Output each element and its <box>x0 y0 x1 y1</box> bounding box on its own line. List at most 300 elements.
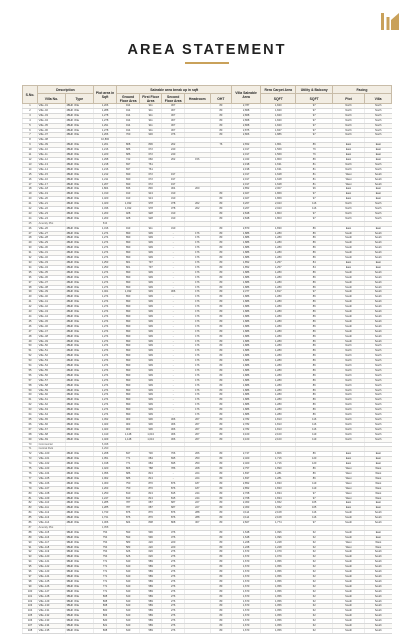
cell-villa-no: Villa -35 <box>38 270 66 275</box>
cell-oht: 80 <box>210 354 231 359</box>
cell-ground-floor: 890 <box>117 403 140 408</box>
cell-plot-area: 1,056 <box>93 471 117 476</box>
cell-first-floor: 761 <box>139 162 162 167</box>
cell-type: 4BHK Villa <box>65 457 93 462</box>
cell-facing-villa: South <box>365 589 392 594</box>
cell-type: 4BHK Villa <box>65 516 93 521</box>
cell-sno: 83 <box>23 506 38 511</box>
cell-rera-carpet: 1,056 <box>261 594 296 599</box>
cell-facing-villa: East <box>365 535 392 540</box>
cell-rera-carpet: 2,108 <box>261 516 296 521</box>
cell-villa-no: Villa -105 <box>38 476 66 481</box>
cell-rera-carpet: 1,096 <box>261 530 296 535</box>
cell-ground-floor: 760 <box>117 133 140 138</box>
cell-facing-villa: South <box>365 280 392 285</box>
cell-sno: 16 <box>23 177 38 182</box>
cell-ground-floor: 913 <box>117 197 140 202</box>
cell-sno: 102 <box>23 599 38 604</box>
cell-ground-floor: 890 <box>117 339 140 344</box>
cell-headroom: 288 <box>184 511 210 516</box>
cell-sno: 55 <box>23 368 38 373</box>
cell-plot-area: 771 <box>93 570 117 575</box>
cell-headroom: 176 <box>184 329 210 334</box>
cell-type: 4BHK Villa <box>65 123 93 128</box>
cell-ground-floor: 697 <box>117 167 140 172</box>
cell-headroom: 250 <box>184 462 210 467</box>
cell-villa-saleable: 2,768 <box>232 491 261 496</box>
cell-facing-villa: North <box>365 398 392 403</box>
cell-plot-area: 10,800 <box>93 138 117 143</box>
cell-sno: 51 <box>23 349 38 354</box>
cell-facing-plot: North <box>332 359 364 364</box>
cell-plot-area: 1,263 <box>93 486 117 491</box>
cell-villa-no: Villa -58 <box>38 383 66 388</box>
cell-facing-plot: East <box>332 501 364 506</box>
cell-type: 4BHK Villa <box>65 521 93 526</box>
cell-second-floor: 876 <box>162 486 185 491</box>
cell-facing-villa: South <box>365 619 392 624</box>
cell-type: 4BHK Villa <box>65 481 93 486</box>
cell-plot-area: 1,216 <box>93 167 117 172</box>
cell-villa-no: Villa -20 <box>38 197 66 202</box>
cell-ground-floor: 690 <box>117 172 140 177</box>
cell-ground-floor: 771 <box>117 457 140 462</box>
cell-villa-saleable: 1,837 <box>232 476 261 481</box>
cell-plot-area: 1,203 <box>93 216 117 221</box>
cell-oht: 80 <box>210 491 231 496</box>
cell-ground-floor: 928 <box>117 211 140 216</box>
cell-villa-no: Villa -52 <box>38 354 66 359</box>
cell-rera-carpet: 1,886 <box>261 133 296 138</box>
cell-ground-floor: 640 <box>117 609 140 614</box>
cell-sno: 32 <box>23 256 38 261</box>
cell-utility: 81 <box>296 172 332 177</box>
cell-rera-carpet: 1,869 <box>261 197 296 202</box>
cell-sno: 59 <box>23 388 38 393</box>
cell-second-floor: - <box>162 471 185 476</box>
cell-second-floor: - <box>162 280 185 285</box>
cell-plot-area: 1,274 <box>93 329 117 334</box>
cell-villa-no: Villa -123 <box>38 570 66 575</box>
cell-facing-villa: South <box>365 182 392 187</box>
cell-facing-villa: South <box>365 334 392 339</box>
cell-headroom: 250 <box>184 457 210 462</box>
cell-utility: 86 <box>296 339 332 344</box>
cell-first-floor: 596 <box>139 535 162 540</box>
cell-villa-no: Villa -48 <box>38 334 66 339</box>
cell-utility: 97 <box>296 118 332 123</box>
cell-ground-floor: 640 <box>117 619 140 624</box>
cell-sno: 49 <box>23 339 38 344</box>
cell-villa-saleable: 1,886 <box>232 398 261 403</box>
cell-facing-plot: South <box>332 614 364 619</box>
cell-oht: 80 <box>210 403 231 408</box>
cell-oht: 80 <box>210 207 231 212</box>
cell-villa-no: Villa -124 <box>38 575 66 580</box>
cell-villa-saleable: 2,875 <box>232 128 261 133</box>
cell-facing-plot: North <box>332 413 364 418</box>
cell-second-floor: - <box>162 403 185 408</box>
cell-villa-no: Villa -27 <box>38 231 66 236</box>
cell-facing-plot: South <box>332 324 364 329</box>
cell-headroom: 208 <box>184 467 210 472</box>
cell-villa-saleable: 1,886 <box>232 231 261 236</box>
cell-type: 3BHK Villa <box>65 604 93 609</box>
cell-oht: 80 <box>210 334 231 339</box>
cell-first-floor: 909 <box>139 295 162 300</box>
cell-ground-floor: 640 <box>117 575 140 580</box>
cell-utility: 62 <box>296 540 332 545</box>
cell-second-floor: 304 <box>162 187 185 192</box>
cell-facing-plot: East <box>332 157 364 162</box>
cell-utility: 81 <box>296 177 332 182</box>
cell-first-floor: 797 <box>139 265 162 270</box>
cell-plot-area: 4,290 <box>93 447 117 452</box>
cell-facing-villa: North <box>365 432 392 437</box>
cell-facing-plot: East <box>332 143 364 148</box>
cell-utility: 86 <box>296 236 332 241</box>
cell-oht: 80 <box>210 457 231 462</box>
cell-oht: 80 <box>210 368 231 373</box>
cell-villa-saleable: 2,363 <box>232 506 261 511</box>
cell-utility: 105 <box>296 506 332 511</box>
cell-facing-villa: North <box>365 418 392 423</box>
cell-plot-area: 1,274 <box>93 413 117 418</box>
cell-facing-plot: South <box>332 535 364 540</box>
cell-second-floor: 786 <box>162 467 185 472</box>
cell-oht: 80 <box>210 290 231 295</box>
cell-sno: 60 <box>23 393 38 398</box>
cell-utility: 76 <box>296 148 332 153</box>
cell-facing-villa: South <box>365 275 392 280</box>
cell-utility: 119 <box>296 486 332 491</box>
cell-plot-area: 1,461 <box>93 290 117 295</box>
cell-villa-no: Villa -39 <box>38 290 66 295</box>
cell-villa-no: Amenity Plot <box>38 221 66 226</box>
cell-ground-floor: 750 <box>117 481 140 486</box>
cell-facing-plot: South <box>332 314 364 319</box>
cell-villa-saleable: 3,267 <box>232 202 261 207</box>
cell-headroom: 176 <box>184 231 210 236</box>
cell-villa-no: Villa -31 <box>38 251 66 256</box>
cell-type: 3BHK Villa <box>65 594 93 599</box>
cell-villa-saleable: 2,787 <box>232 104 261 109</box>
cell-facing-plot: West <box>332 496 364 501</box>
cell-ground-floor: 913 <box>117 192 140 197</box>
cell-facing-villa: South <box>365 560 392 565</box>
cell-facing-plot: South <box>332 285 364 290</box>
cell-plot-area: 754 <box>93 540 117 545</box>
cell-headroom: 176 <box>184 359 210 364</box>
cell-villa-saleable: 1,886 <box>232 285 261 290</box>
cell-ground-floor: 1,032 <box>117 290 140 295</box>
cell-headroom: 187 <box>184 481 210 486</box>
cell-villa-saleable: 1,886 <box>232 319 261 324</box>
cell-plot-area: 1,336 <box>93 207 117 212</box>
cell-utility: 86 <box>296 403 332 408</box>
cell-sno: 99 <box>23 584 38 589</box>
cell-villa-no: Villa -16 <box>38 177 66 182</box>
cell-utility: 116 <box>296 207 332 212</box>
cell-villa-no: Villa -135 <box>38 628 66 633</box>
cell-villa-saleable: 1,886 <box>232 295 261 300</box>
cell-utility: 86 <box>296 349 332 354</box>
cell-first-floor: 589 <box>139 560 162 565</box>
cell-sno: 5 <box>23 123 38 128</box>
cell-type: 3BHK Villa <box>65 614 93 619</box>
cell-type: 4BHK Villa <box>65 501 93 506</box>
subheader-type: Type <box>65 94 93 104</box>
cell-villa-no: Villa -32 <box>38 256 66 261</box>
cell-villa-saleable: 1,670 <box>232 594 261 599</box>
cell-oht: 80 <box>210 123 231 128</box>
cell-sno: 69 <box>23 437 38 442</box>
table-body <box>23 104 392 634</box>
cell-first-floor: 909 <box>139 324 162 329</box>
cell-utility: 119 <box>296 437 332 442</box>
cell-villa-no: Villa -21 <box>38 202 66 207</box>
cell-type: 4BHK Villa <box>65 231 93 236</box>
cell-rera-carpet: 1,652 <box>261 506 296 511</box>
cell-facing-villa: East <box>365 187 392 192</box>
cell-utility: 97 <box>296 192 332 197</box>
cell-first-floor: 909 <box>139 256 162 261</box>
cell-rera-carpet: 1,280 <box>261 314 296 319</box>
cell-ground-floor: 890 <box>117 285 140 290</box>
cell-utility: 86 <box>296 275 332 280</box>
cell-second-floor: 310 <box>162 216 185 221</box>
cell-type: 4BHK Villa <box>65 418 93 423</box>
cell-plot-area: 1,274 <box>93 334 117 339</box>
subheader-ground: Ground Floor Area <box>117 94 140 104</box>
cell-facing-plot: West <box>332 486 364 491</box>
cell-type: 3BHK Villa <box>65 619 93 624</box>
cell-utility: 62 <box>296 599 332 604</box>
cell-second-floor: 307 <box>162 104 185 109</box>
cell-villa-saleable: 2,927 <box>232 197 261 202</box>
cell-oht: 76 <box>210 143 231 148</box>
cell-ground-floor: 640 <box>117 599 140 604</box>
cell-plot-area: 771 <box>93 575 117 580</box>
cell-facing-villa: North <box>365 133 392 138</box>
cell-sno: 90 <box>23 540 38 545</box>
cell-facing-villa: North <box>365 403 392 408</box>
cell-sno: 56 <box>23 373 38 378</box>
cell-headroom: 176 <box>184 241 210 246</box>
cell-plot-area: 1,268 <box>93 452 117 457</box>
cell-first-floor: 909 <box>139 403 162 408</box>
cell-first-floor: 909 <box>139 329 162 334</box>
cell-ground-floor: 914 <box>117 113 140 118</box>
cell-first-floor: 589 <box>139 584 162 589</box>
cell-headroom: 176 <box>184 290 210 295</box>
cell-ground-floor: 640 <box>117 565 140 570</box>
cell-type: 4BHK Villa <box>65 349 93 354</box>
cell-villa-no: Villa -127 <box>38 589 66 594</box>
cell-oht: 80 <box>210 329 231 334</box>
cell-plot-area: 1,274 <box>93 388 117 393</box>
cell-plot-area: 1,018 <box>93 462 117 467</box>
cell-villa-saleable: 1,886 <box>232 300 261 305</box>
header-saleable: Saleable area break up in sqft <box>117 86 232 94</box>
cell-oht: 80 <box>210 113 231 118</box>
cell-first-floor: 589 <box>139 628 162 633</box>
cell-utility: 86 <box>296 270 332 275</box>
cell-oht: 80 <box>210 521 231 526</box>
cell-first-floor: 596 <box>139 530 162 535</box>
cell-sno: 34 <box>23 265 38 270</box>
cell-ground-floor: 890 <box>117 393 140 398</box>
cell-facing-plot: East <box>332 197 364 202</box>
cell-oht: 80 <box>210 226 231 231</box>
cell-rera-carpet: 1,280 <box>261 310 296 315</box>
cell-utility: 97 <box>296 128 332 133</box>
cell-rera-carpet: 1,840 <box>261 123 296 128</box>
cell-villa-saleable: 1,886 <box>232 280 261 285</box>
cell-first-floor: 909 <box>139 275 162 280</box>
cell-utility: 116 <box>296 516 332 521</box>
cell-first-floor: 589 <box>139 570 162 575</box>
cell-villa-saleable: 1,670 <box>232 599 261 604</box>
cell-facing-plot: East <box>332 187 364 192</box>
cell-plot-area: 1,218 <box>93 162 117 167</box>
cell-facing-plot: South <box>332 241 364 246</box>
cell-rera-carpet: 1,280 <box>261 354 296 359</box>
cell-sno: 85 <box>23 516 38 521</box>
cell-plot-area: 1,288 <box>93 108 117 113</box>
cell-oht: 80 <box>210 236 231 241</box>
cell-facing-plot: North <box>332 408 364 413</box>
cell-plot-area: 1,316 <box>93 226 117 231</box>
cell-second-floor: 815 <box>162 496 185 501</box>
cell-sno: 70 <box>23 442 38 447</box>
cell-first-floor: 911 <box>139 123 162 128</box>
cell-ground-floor: 890 <box>117 378 140 383</box>
cell-headroom: 224 <box>184 476 210 481</box>
cell-ground-floor: 640 <box>117 560 140 565</box>
cell-oht: 80 <box>210 471 231 476</box>
cell-plot-area: 1,266 <box>93 133 117 138</box>
cell-rera-carpet: 1,569 <box>261 148 296 153</box>
cell-ground-floor: 914 <box>117 104 140 109</box>
cell-sno: 63 <box>23 408 38 413</box>
cell-facing-plot: North <box>332 108 364 113</box>
cell-villa-saleable: 2,848 <box>232 211 261 216</box>
cell-first-floor: 909 <box>139 241 162 246</box>
cell-second-floor: 276 <box>162 619 185 624</box>
cell-sno: 10 <box>23 148 38 153</box>
cell-plot-area: 808 <box>93 628 117 633</box>
cell-plot-area: 754 <box>93 555 117 560</box>
cell-utility: 86 <box>296 471 332 476</box>
cell-facing-villa: South <box>365 256 392 261</box>
cell-facing-plot: South <box>332 609 364 614</box>
cell-rera-carpet: 1,280 <box>261 305 296 310</box>
cell-utility: 119 <box>296 481 332 486</box>
cell-villa-no: Villa -111 <box>38 506 66 511</box>
cell-second-floor: 197 <box>162 177 185 182</box>
cell-facing-plot: North <box>332 373 364 378</box>
cell-rera-carpet: 2,100 <box>261 437 296 442</box>
cell-plot-area: 1,320 <box>93 197 117 202</box>
cell-sno: 66 <box>23 422 38 427</box>
cell-second-floor: - <box>162 324 185 329</box>
cell-rera-carpet: 1,840 <box>261 113 296 118</box>
cell-plot-area: 1,212 <box>93 172 117 177</box>
cell-villa-no: Villa -07 <box>38 133 66 138</box>
cell-first-floor: 909 <box>139 305 162 310</box>
cell-villa-saleable: 2,017 <box>232 172 261 177</box>
cell-utility: 97 <box>296 211 332 216</box>
cell-first-floor: 906 <box>139 418 162 423</box>
cell-second-floor: 276 <box>162 565 185 570</box>
cell-plot-area: 1,274 <box>93 359 117 364</box>
cell-ground-floor: 690 <box>117 177 140 182</box>
cell-first-floor: 909 <box>139 408 162 413</box>
cell-villa-saleable: 2,017 <box>232 153 261 158</box>
cell-second-floor: 310 <box>162 226 185 231</box>
cell-second-floor: 276 <box>162 609 185 614</box>
cell-sno: 47 <box>23 329 38 334</box>
cell-plot-area: 771 <box>93 589 117 594</box>
cell-rera-carpet: 1,833 <box>261 486 296 491</box>
cell-villa-saleable: 1,886 <box>232 413 261 418</box>
cell-facing-villa: North <box>365 211 392 216</box>
cell-plot-area: 1,298 <box>93 157 117 162</box>
cell-villa-no: Villa -26 <box>38 226 66 231</box>
cell-villa-saleable: 1,852 <box>232 265 261 270</box>
cell-sno: 100 <box>23 589 38 594</box>
cell-first-floor: 909 <box>139 339 162 344</box>
cell-utility: 116 <box>296 422 332 427</box>
cell-oht: 80 <box>210 280 231 285</box>
cell-sno: 21 <box>23 202 38 207</box>
cell-ground-floor: 890 <box>117 364 140 369</box>
cell-first-floor: 806 <box>139 143 162 148</box>
cell-utility: 86 <box>296 354 332 359</box>
cell-ground-floor: 890 <box>117 236 140 241</box>
cell-villa-saleable: 1,886 <box>232 403 261 408</box>
cell-plot-area: 1,274 <box>93 408 117 413</box>
cell-first-floor: 876 <box>139 516 162 521</box>
cell-villa-no: Villa -69 <box>38 437 66 442</box>
cell-second-floor: - <box>162 383 185 388</box>
cell-ground-floor: 1,148 <box>117 437 140 442</box>
cell-plot-area: 1,274 <box>93 349 117 354</box>
cell-oht: 80 <box>210 486 231 491</box>
cell-sno: 80 <box>23 491 38 496</box>
cell-utility: 62 <box>296 624 332 629</box>
cell-sno: 93 <box>23 555 38 560</box>
cell-rera-carpet: 1,280 <box>261 241 296 246</box>
cell-facing-villa: South <box>365 231 392 236</box>
header-utility: Utility & Balcony <box>296 86 332 94</box>
cell-sno: 8 <box>23 138 38 143</box>
cell-plot-area: 1,285 <box>93 506 117 511</box>
cell-rera-carpet: 1,056 <box>261 565 296 570</box>
cell-facing-plot: South <box>332 270 364 275</box>
cell-facing-plot: South <box>332 579 364 584</box>
cell-sno: 94 <box>23 560 38 565</box>
cell-headroom: 262 <box>184 202 210 207</box>
cell-facing-plot: North <box>332 403 364 408</box>
cell-facing-villa: North <box>365 104 392 109</box>
cell-facing-plot: South <box>332 589 364 594</box>
cell-type: 3BHK Villa <box>65 545 93 550</box>
cell-second-floor: - <box>162 310 185 315</box>
cell-ground-floor: 890 <box>117 275 140 280</box>
cell-plot-area: 1,274 <box>93 300 117 305</box>
